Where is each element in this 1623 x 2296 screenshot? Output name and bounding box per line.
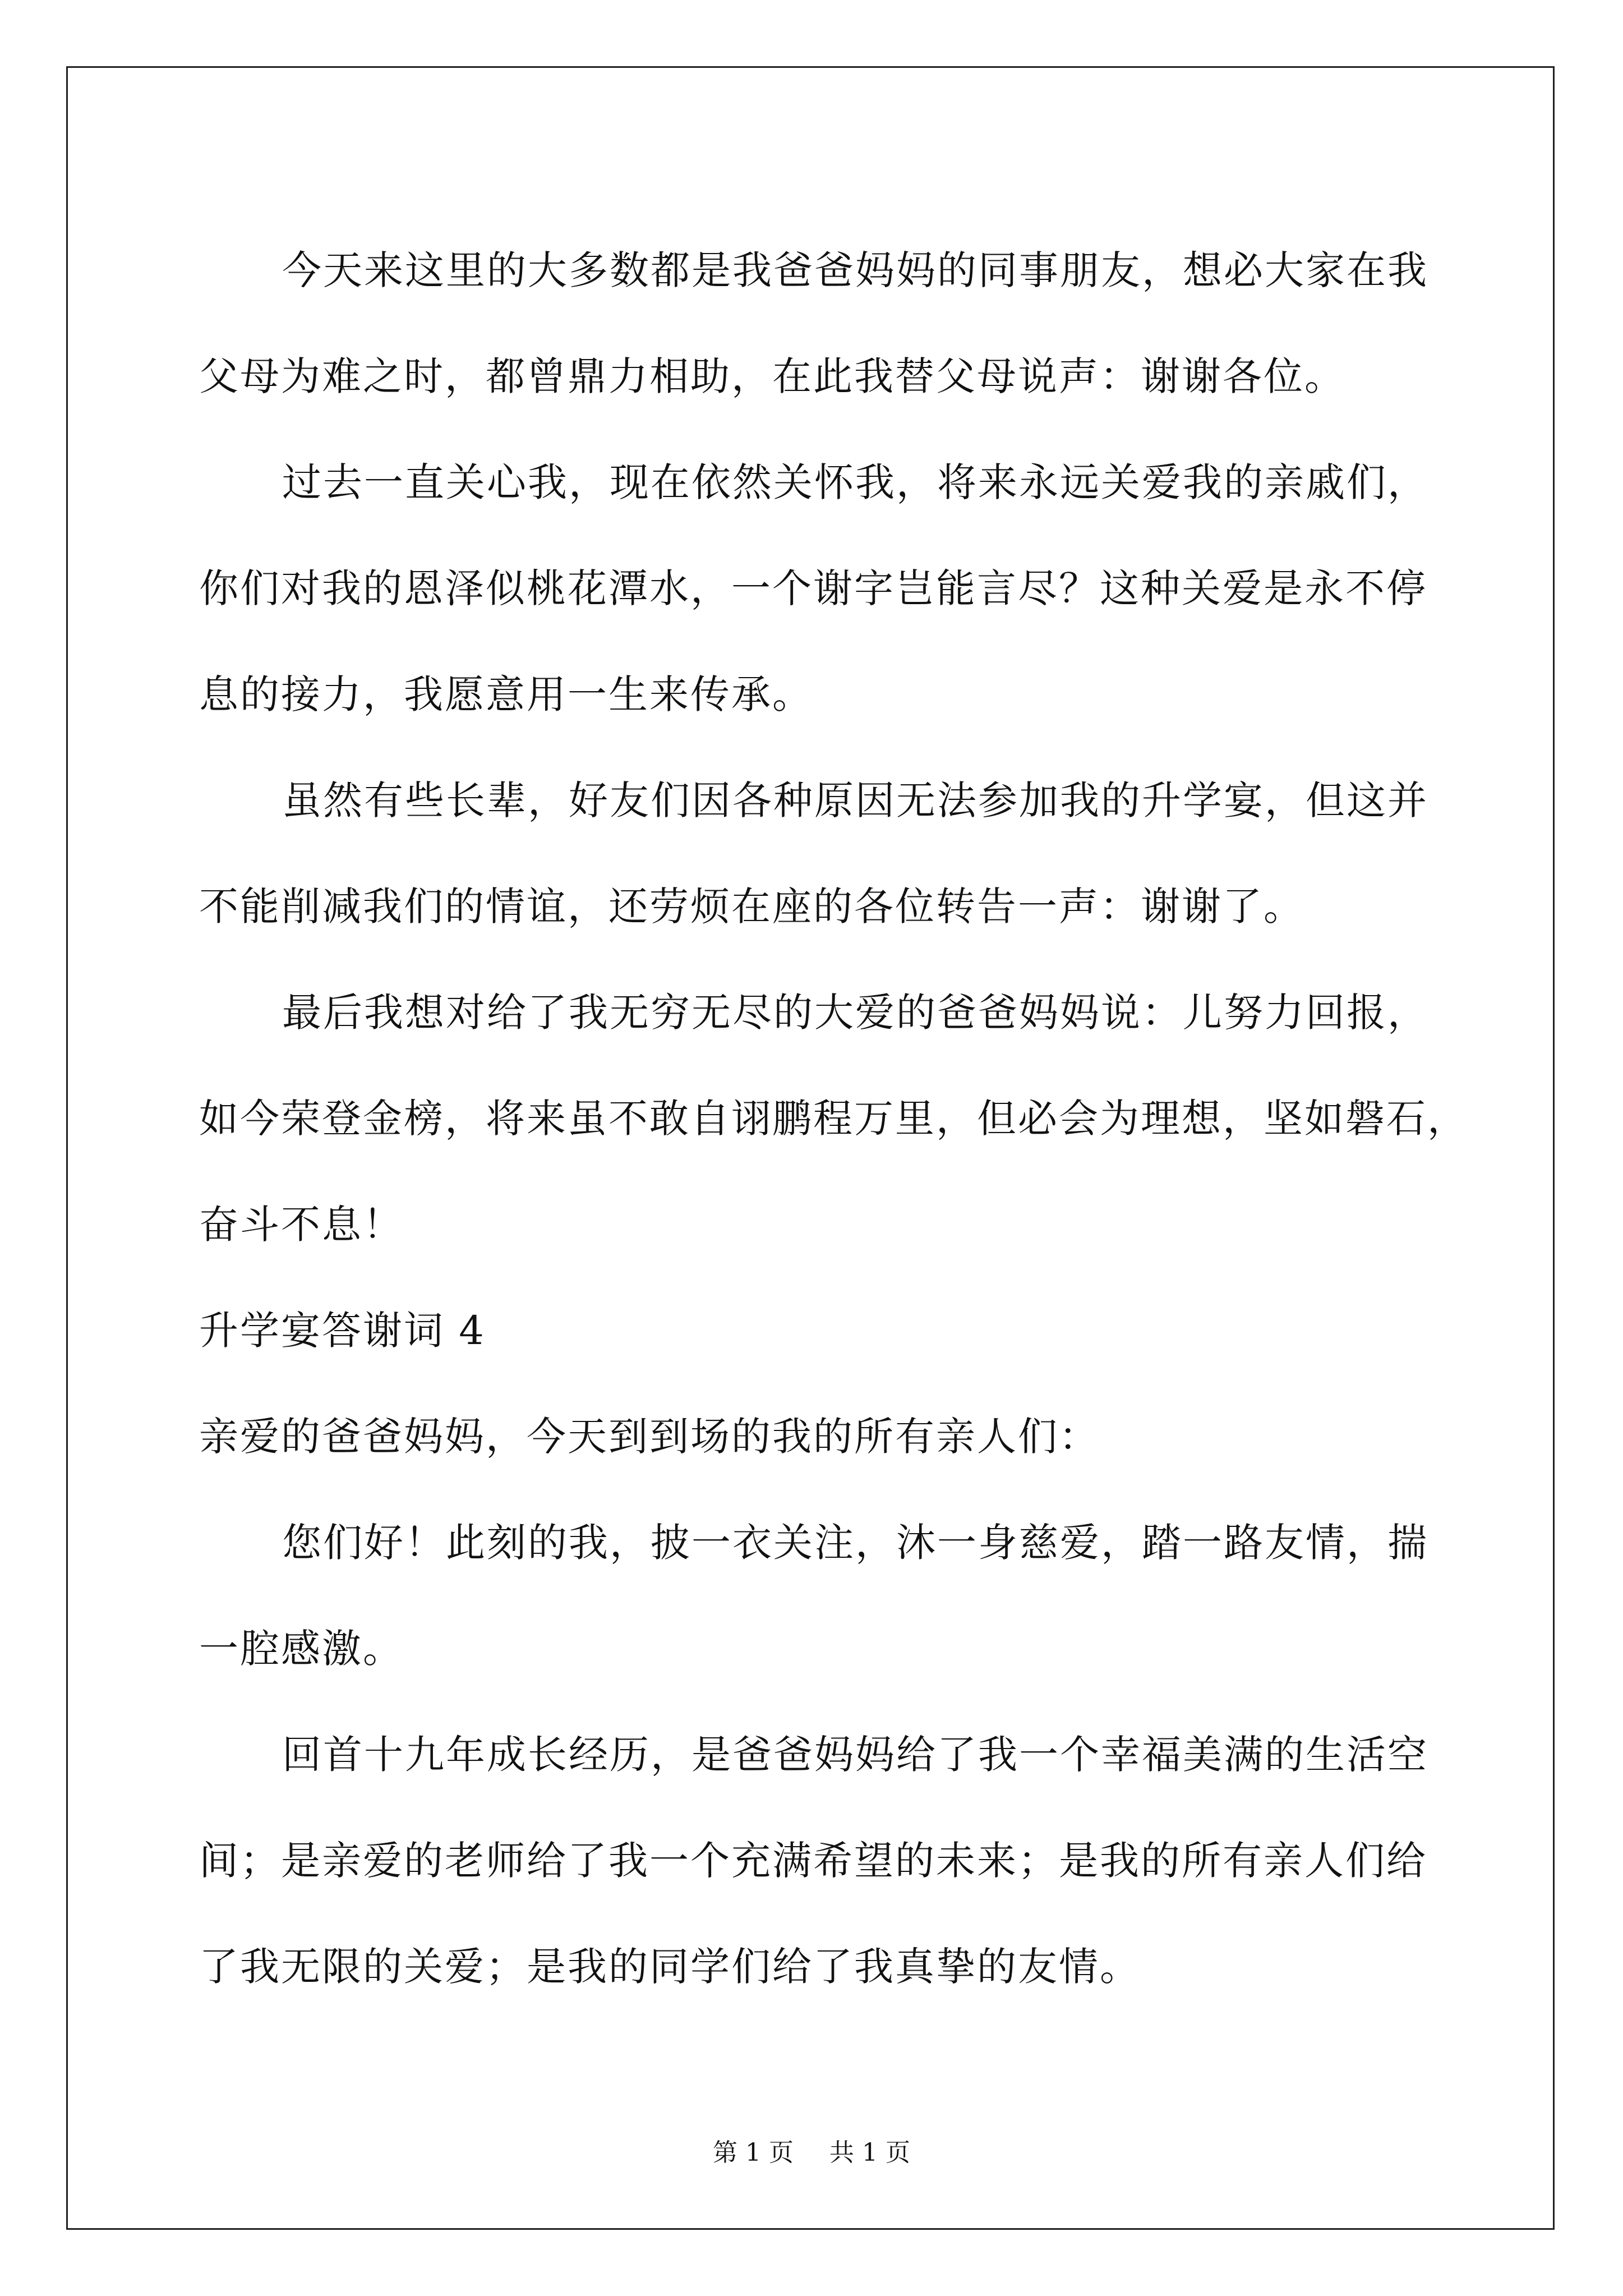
text-line: 父母为难之时，都曾鼎力相助，在此我替父母说声：谢谢各位。 (199, 353, 1345, 399)
paragraph-thanks-relatives (199, 430, 1438, 748)
section-heading (199, 1278, 1438, 1384)
text-line: 虽然有些长辈，好友们因各种原因无法参加我的升学宴，但这并 (282, 777, 1428, 823)
paragraph-parents-message (199, 960, 1468, 1278)
salutation (199, 1384, 1438, 1490)
paragraph-retrospect (199, 1702, 1438, 2020)
heading-text: 升学宴答谢词 4 (199, 1308, 486, 1354)
page-footer (0, 2136, 1623, 2170)
text-line: 息的接力，我愿意用一生来传承。 (199, 671, 813, 717)
paragraph-absent-elders (199, 748, 1438, 960)
text-line: 最后我想对给了我无穷无尽的大爱的爸爸妈妈说：儿努力回报， (282, 990, 1428, 1036)
text-line: 了我无限的关爱；是我的同学们给了我真挚的友情。 (199, 1944, 1141, 1990)
text-line: 今天来这里的大多数都是我爸爸妈妈的同事朋友，想必大家在我 (282, 247, 1428, 293)
text-line: 过去一直关心我，现在依然关怀我，将来永远关爱我的亲戚们， (282, 459, 1428, 505)
text-line: 奋斗不息！ (199, 1202, 404, 1248)
text-line: 不能削减我们的情谊，还劳烦在座的各位转告一声：谢谢了。 (199, 884, 1304, 930)
text-line: 一腔感激。 (199, 1626, 404, 1672)
text-line: 您们好！此刻的我，披一衣关注，沐一身慈爱，踏一路友情，揣 (282, 1520, 1428, 1566)
paragraph-greeting (199, 1490, 1438, 1702)
text-line: 间；是亲爱的老师给了我一个充满希望的未来；是我的所有亲人们给 (199, 1838, 1427, 1884)
text-line: 亲爱的爸爸妈妈，今天到到场的我的所有亲人们： (199, 1414, 1100, 1460)
text-line: 你们对我的恩泽似桃花潭水，一个谢字岂能言尽？这种关爱是永不停 (199, 565, 1427, 611)
document-body (199, 218, 1468, 2020)
paragraph-thanks-colleagues (199, 218, 1438, 430)
page-number-total: 共 1 页 (829, 2138, 910, 2167)
text-line: 回首十九年成长经历，是爸爸妈妈给了我一个幸福美满的生活空 (282, 1732, 1428, 1778)
text-line: 如今荣登金榜，将来虽不敢自诩鹏程万里，但必会为理想，坚如磐石， (199, 1096, 1468, 1142)
page-number-current: 第 1 页 (713, 2138, 794, 2167)
